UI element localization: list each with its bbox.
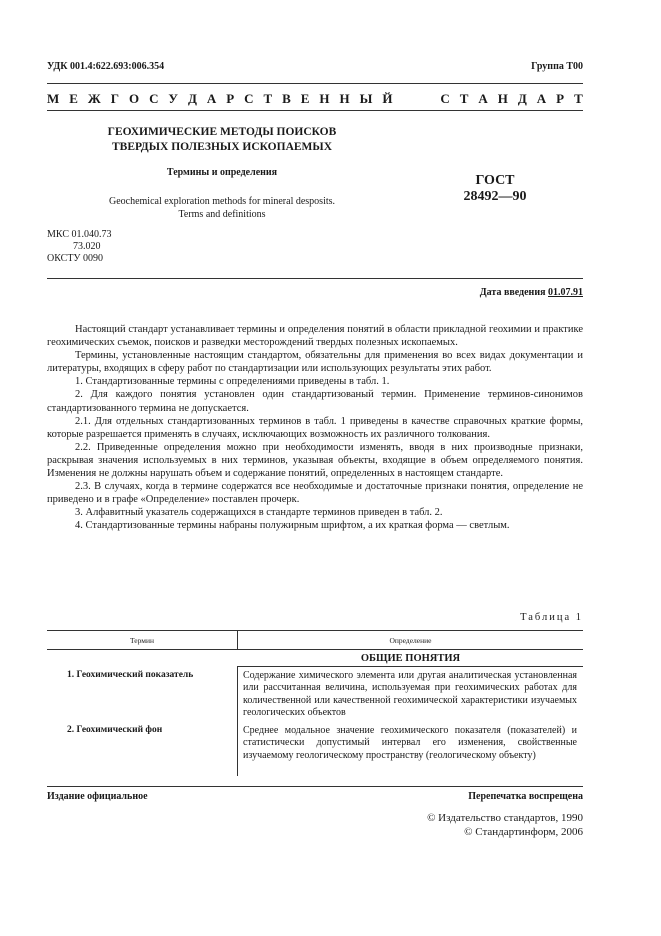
banner-gap [402, 91, 430, 107]
banner-char: Е [69, 91, 78, 106]
paragraph: 4. Стандартизованные термины набраны полужирным шрифтом, а их краткая форма — светлым. [75, 520, 510, 532]
effective-date [480, 287, 583, 298]
document-title [47, 125, 397, 155]
gost-designation [440, 173, 550, 205]
table-border [47, 630, 583, 631]
header-rule [47, 83, 583, 84]
gost-label: ГОСТ [475, 173, 515, 188]
table-border [47, 649, 583, 650]
banner-char: Й [382, 91, 393, 106]
interstate-standard-banner [47, 91, 583, 107]
banner-char: С [244, 91, 254, 106]
table-term: 1. Геохимический показатель [67, 670, 194, 680]
paragraph: 2. Для каждого понятия установлен один стандартизованый термин. Применение терминов-синонимов стандартизованного термина не допускается. [47, 389, 583, 414]
english-title-line: Geochemical exploration methods for mineral desposits. [108, 196, 336, 207]
paragraph: 2.3. В случаях, когда в термине содержатся все необходимые и достаточные признаки понятия, определение не приведено и в графе «Определение» поставлен прочерк. [47, 481, 583, 506]
table-term: 2. Геохимический фон [67, 725, 163, 735]
official-edition-note: Издание официальное [47, 791, 148, 802]
banner-char: С [440, 91, 450, 106]
banner-char: А [478, 91, 488, 106]
banner-char: Н [497, 91, 508, 106]
group-code: Группа Т00 [531, 61, 583, 72]
banner-char: Н [339, 91, 350, 106]
okstu-code: ОКСТУ 0090 [47, 253, 104, 264]
udk-code: УДК 001.4:622.693:006.354 [47, 61, 165, 72]
paragraph: 2.2. Приведенные определения можно при необходимости изменять, вводя в них производные признаки, раскрывая значения используемых в них терминов, указывая объекты, входящие в объем определяемого понятия. Изменения не должны нарушать объем и содержание понятий, определенных в настоящем стандарте. [47, 441, 583, 480]
banner-char: У [168, 91, 178, 106]
table-definition: Содержание химического элемента или другая аналитическая установленная или рассчитанная величина, используемая при геохимических работах для количественной или качественной геохимической характеристики изучаемых геологических объектов [243, 670, 577, 718]
copyright-line: © Стандартинформ, 2006 [464, 826, 583, 838]
title-line: ТВЕРДЫХ ПОЛЕЗНЫХ ИСКОПАЕМЫХ [112, 141, 332, 153]
banner-char: Р [226, 91, 235, 106]
paragraph: 1. Стандартизованные термины с определениями приведены в табл. 1. [75, 376, 390, 388]
table-definition: Среднее модальное значение геохимического показателя (показателей) и статистически допустимый интервал его изменения, свойственные изучаемому геологическому пространству (геологическому объекту) [243, 725, 577, 761]
english-title-line: Terms and definitions [178, 209, 266, 220]
table-section-heading: ОБЩИЕ ПОНЯТИЯ [360, 653, 461, 664]
gost-number: 28492—90 [463, 189, 527, 204]
reprint-prohibited-note: Перепечатка воспрещена [468, 791, 583, 802]
column-divider [237, 630, 238, 649]
banner-char: О [128, 91, 140, 106]
banner-char: Р [556, 91, 565, 106]
paragraph: Настоящий стандарт устанавливает термины и определения понятий в области прикладной геохимии и практике геохимических съемок, поисков и разведки месторождений твердых полезных ископаемых. [47, 324, 583, 349]
body-text [47, 323, 583, 533]
banner-char: А [206, 91, 217, 106]
banner-char: Е [300, 91, 310, 106]
banner-char: Н [319, 91, 330, 106]
table-caption: Таблица 1 [520, 612, 583, 623]
effective-date-label: Дата введения [479, 287, 546, 298]
document-subtitle: Термины и определения [166, 167, 278, 178]
banner-char: А [536, 91, 547, 106]
column-header-term: Термин [129, 636, 155, 645]
banner-char: Д [517, 91, 527, 106]
header-rule [47, 110, 583, 111]
paragraph: Термины, установленные настоящим стандартом, обязательны для применения во всех видах документации и литературы, входящих в сферу работ по стандартизации или использующих результаты этих работ. [47, 350, 583, 375]
column-divider [237, 666, 238, 776]
copyright-line: © Издательство стандартов, 1990 [427, 812, 583, 824]
mks-code: МКС 01.040.73 [47, 229, 112, 240]
english-title [47, 195, 397, 221]
title-line: ГЕОХИМИЧЕСКИЕ МЕТОДЫ ПОИСКОВ [107, 126, 337, 138]
column-header-definition: Определение [389, 636, 432, 645]
effective-date-value: 01.07.91 [548, 287, 583, 298]
banner-char: В [282, 91, 291, 106]
footer-rule [47, 786, 583, 787]
banner-char: Т [459, 91, 469, 106]
banner-char: С [149, 91, 159, 106]
banner-char: Т [574, 91, 583, 106]
banner-char: Г [110, 91, 119, 106]
paragraph: 3. Алфавитный указатель содержащихся в стандарте терминов приведен в табл. 2. [75, 507, 443, 519]
banner-char: Д [187, 91, 197, 106]
table-border [238, 666, 583, 667]
classification-codes [47, 229, 111, 265]
section-rule [47, 278, 583, 279]
banner-char: Ж [87, 91, 101, 106]
banner-char: Т [263, 91, 273, 106]
banner-char: Ы [359, 91, 373, 106]
banner-char: М [47, 91, 60, 106]
mks-code: 73.020 [73, 241, 101, 252]
paragraph: 2.1. Для отдельных стандартизованных терминов в табл. 1 приведены в качестве справочных краткие формы, которые разрешается применять в случаях, исключающих возможность их различного толкования. [47, 415, 583, 440]
